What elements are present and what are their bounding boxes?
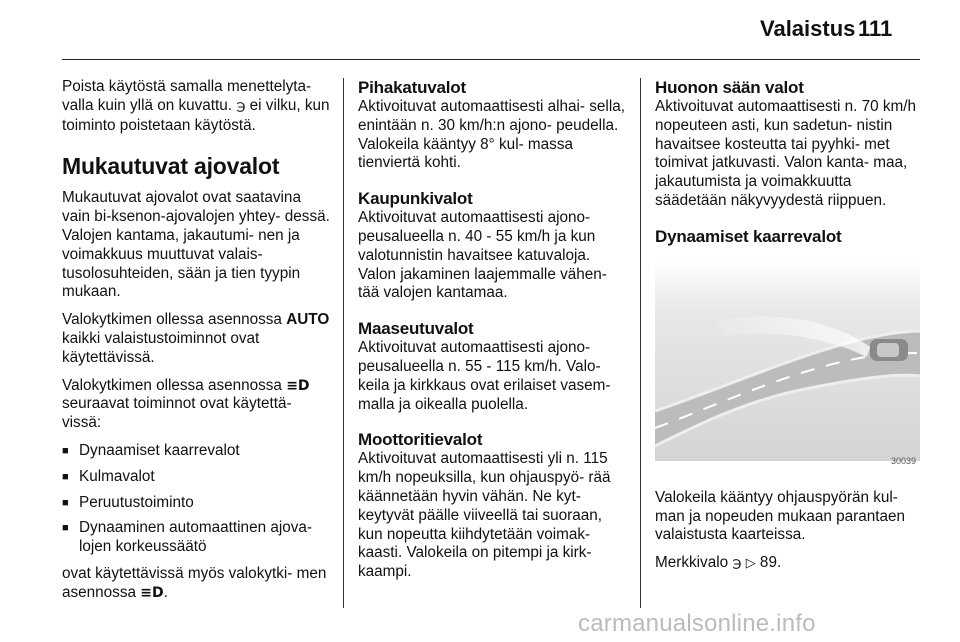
section-body: Aktivoituvat automaattisesti alhai‐ sella, enintään n. 30 km/h:n ajono‐ peudella. Valokeila kääntyy 8° kul‐ massa tienviertä kohti. [358, 98, 625, 172]
section-heading: Kaupunkivalot [358, 189, 473, 209]
curve-light-indicator-icon: ℈ [732, 556, 742, 572]
light-mode-section [358, 78, 628, 173]
indicator-reference [655, 554, 923, 574]
page-number: 111 [858, 16, 893, 41]
bad-weather-section [655, 78, 923, 211]
watermark: carmanualsonline.info [578, 610, 816, 637]
figure-number: 30039 [890, 455, 916, 466]
column-divider [343, 78, 344, 608]
curve-light-description: Valokeila kääntyy ohjauspyörän kul‐ man ja nopeuden mukaan parantaen valaistusta kaarteissa. [655, 488, 906, 544]
curve-light-indicator-icon: ℈ [236, 98, 246, 114]
column-divider [640, 78, 641, 608]
intro-text-end: ei vilku, kun toiminto poistetaan käytöstä. [62, 96, 330, 134]
auto-position-paragraph [62, 311, 332, 367]
closing-text-post: . [163, 583, 168, 601]
section-heading: Pihakatuvalot [358, 78, 466, 97]
list-item: ■ Dynaamiset kaarrevalot [62, 442, 332, 461]
low-beam-position-paragraph [62, 377, 332, 433]
auto-label: AUTO [286, 311, 330, 329]
low-beam-icon: ≡D [140, 584, 164, 601]
intro-text: Poista käytöstä samalla menettelyta‐ valla kuin yllä on kuvattu. [62, 78, 312, 114]
low-beam-icon: ≡D [286, 377, 310, 394]
closing-paragraph [62, 565, 332, 603]
intro-paragraph [62, 78, 332, 135]
feature-list [62, 442, 332, 557]
section-body: Aktivoituvat automaattisesti ajono‐ peusalueella n. 55 - 115 km/h. Valo‐ keila ja kirkkaus ovat erilaiset vasem‐ malla ja oikealla puolella. [358, 339, 611, 413]
list-item: ■ Kulmavalot [62, 468, 332, 487]
section-body: Aktivoituvat automaattisesti yli n. 115 km/h nopeuksilla, kun ohjauspyö‐ rää käännetään hyvin vähän. Ne kyt‐ keytyvät päälle viiveellä tai suoraan, kun nopeutta kiihdytetään voimak‐ kaasti. Valokeila on pitempi ja kirk‐ kaampi. [358, 450, 611, 581]
low-beam-text-post: seuraavat toiminnot ovat käytettä‐ vissä: [62, 395, 292, 432]
section-body: Aktivoituvat automaattisesti n. 70 km/h nopeuteen asti, kun sadetun‐ nistin havaitsee kosteutta tai pyyhki‐ met toimivat jatkuvasti. Valon kanta‐ maa, jakautumista ja voimakkuutta säädetään näkyvyydestä riippuen. [655, 98, 917, 209]
light-mode-section [358, 430, 628, 582]
light-mode-section [358, 189, 628, 303]
page-reference-arrow-icon: ▷ [745, 556, 756, 572]
section-heading: Maaseutuvalot [358, 319, 474, 339]
column-1 [62, 78, 332, 612]
auto-text-post: kaikki valaistustoiminnot ovat käytettävissä. [62, 329, 260, 366]
dynamic-curve-lights-heading: Dynaamiset kaarrevalot [655, 226, 842, 246]
section-title: Valaistus [760, 16, 856, 41]
adaptive-headlights-heading: Mukautuvat ajovalot [62, 153, 280, 180]
curve-light-illustration [655, 261, 920, 471]
road-curve-graphic [655, 261, 920, 461]
header-divider [62, 59, 920, 60]
section-body: Aktivoituvat automaattisesti ajono‐ peusalueella n. 40 - 55 km/h ja kun valotunnistin havaitsee katuvaloja. Valon jakaminen laajemmalle vähen‐ tää valojen kantamaa. [358, 209, 607, 302]
section-heading: Huonon sään valot [655, 78, 804, 97]
closing-text-pre: ovat käytettävissä myös valokytki‐ men asennossa [62, 564, 327, 601]
list-item: ■ Dynaaminen automaattinen ajova‐ lojen korkeussäätö [62, 519, 332, 557]
column-3 [655, 78, 923, 583]
column-2 [358, 78, 628, 598]
page-reference-number: 89. [755, 554, 782, 572]
adaptive-description: Mukautuvat ajovalot ovat saatavina vain bi-ksenon-ajovalojen yhtey‐ dessä. Valojen kantama, jakautumi‐ nen ja voimakkuus muuttuvat valais‐ tusolosuhteiden, sään ja tien tyypin mukaan. [62, 189, 330, 301]
section-heading: Moottoritievalot [358, 430, 483, 450]
list-item: ■ Peruutustoiminto [62, 494, 332, 513]
indicator-text: Merkkivalo [655, 554, 733, 572]
auto-text-pre: Valokytkimen ollessa asennossa [62, 311, 287, 329]
light-mode-section [358, 319, 628, 414]
low-beam-text-pre: Valokytkimen ollessa asennossa [62, 376, 287, 394]
